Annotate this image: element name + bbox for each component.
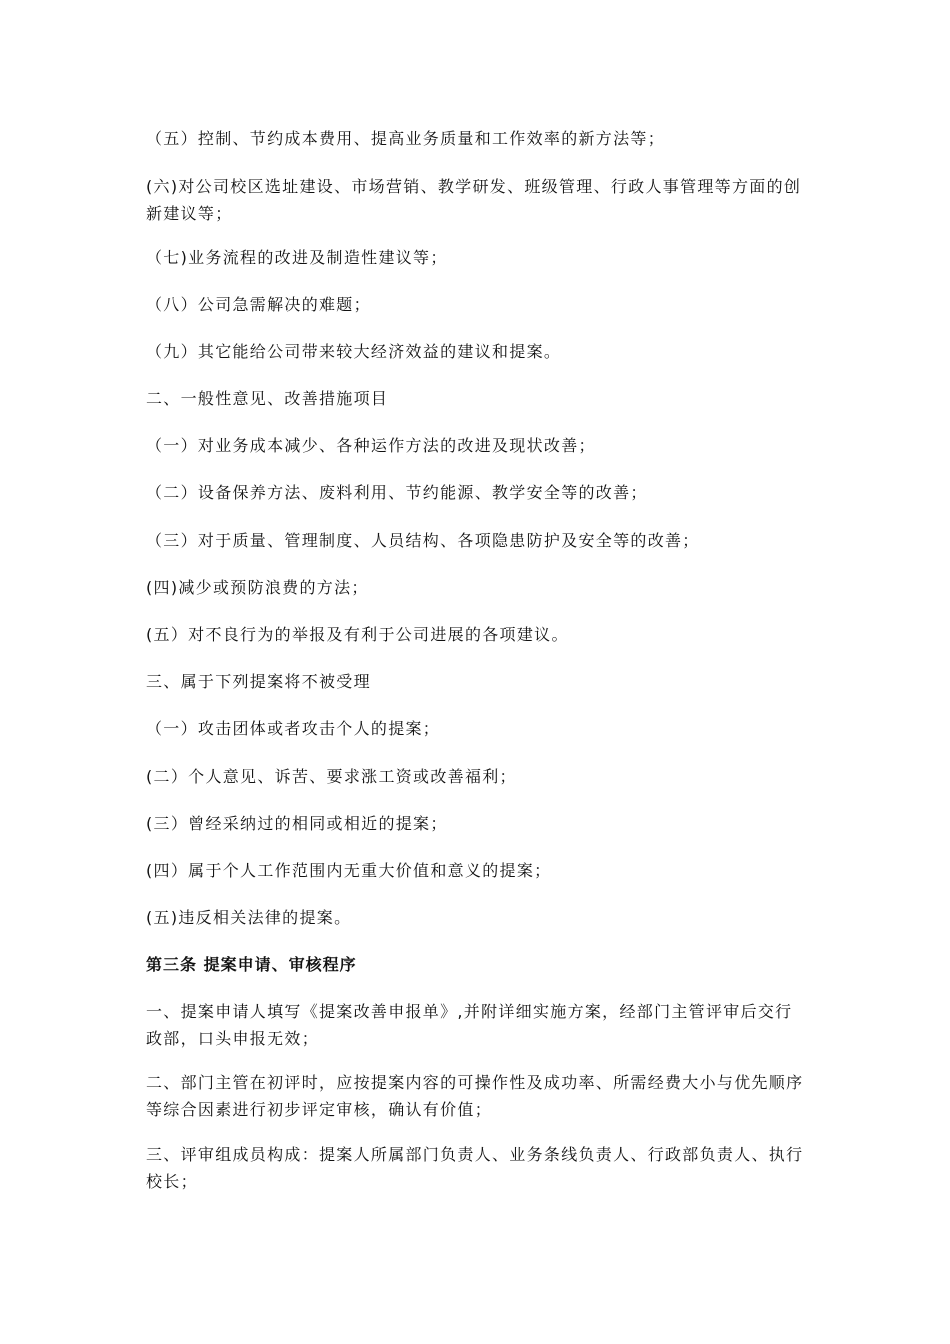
paragraph-3-2-complaints: (二）个人意见、诉苦、要求涨工资或改善福利； <box>146 767 517 786</box>
paragraph-3-4-no-value: (四）属于个人工作范围内无重大价值和意义的提案； <box>146 861 552 880</box>
paragraph-2-2-equipment: （二）设备保养方法、废料利用、节约能源、教学安全等的改善； <box>146 483 648 502</box>
procedure-2-initial-review: 二、部门主管在初评时，应按提案内容的可操作性及成功率、所需经费大小与优先顺序等综合因素进行初步评定审核，确认有价值； <box>146 1073 804 1119</box>
paragraph-5-cost-control: （五）控制、节约成本费用、提高业务质量和工作效率的新方法等； <box>146 129 666 148</box>
paragraph-7-process-improvement: （七)业务流程的改进及制造性建议等； <box>146 248 448 267</box>
section-2-heading: 二、一般性意见、改善措施项目 <box>146 389 389 408</box>
section-3-heading: 三、属于下列提案将不被受理 <box>146 672 371 691</box>
paragraph-2-3-quality: （三）对于质量、管理制度、人员结构、各项隐患防护及安全等的改善； <box>146 531 700 550</box>
paragraph-2-5-reporting: (五）对不良行为的举报及有利于公司进展的各项建议。 <box>146 625 569 644</box>
paragraph-2-4-waste: (四)减少或预防浪费的方法； <box>146 578 369 597</box>
paragraph-9-economic-benefit: （九）其它能给公司带来较大经济效益的建议和提案。 <box>146 342 562 361</box>
paragraph-3-1-attacks: （一）攻击团体或者攻击个人的提案； <box>146 719 441 738</box>
article-3-heading: 第三条 提案申请、审核程序 <box>146 955 357 974</box>
paragraph-2-1-cost-reduction: （一）对业务成本减少、各种运作方法的改进及现状改善； <box>146 436 596 455</box>
procedure-3-review-committee: 三、评审组成员构成：提案人所属部门负责人、业务条线负责人、行政部负责人、执行校长； <box>146 1145 804 1191</box>
paragraph-3-3-duplicates: (三）曾经采纳过的相同或相近的提案； <box>146 814 448 833</box>
procedure-1-application: 一、提案申请人填写《提案改善申报单》,并附详细实施方案，经部门主管评审后交行政部，口头申报无效； <box>146 1002 793 1048</box>
paragraph-3-5-illegal: (五)违反相关法律的提案。 <box>146 908 352 927</box>
paragraph-6-campus-innovation: (六)对公司校区选址建设、市场营销、教学研发、班级管理、行政人事管理等方面的创新建议等； <box>146 177 802 223</box>
paragraph-8-urgent-problems: （八）公司急需解决的难题； <box>146 295 371 314</box>
